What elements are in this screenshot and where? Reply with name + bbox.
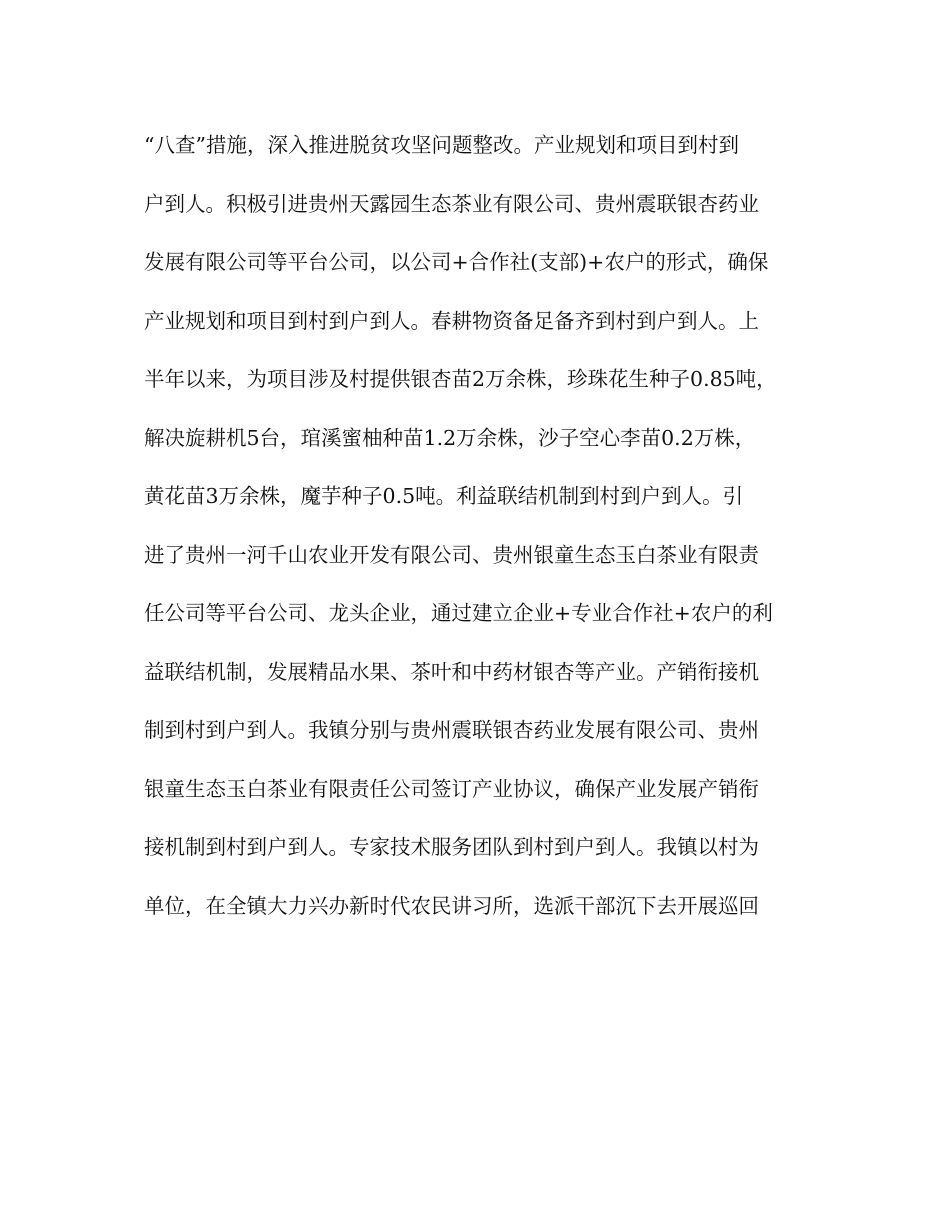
- text-line: 任公司等平台公司、龙头企业，通过建立企业+专业合作社+农户的利: [144, 601, 773, 625]
- text-line: 银童生态玉白茶业有限责任公司签订产业协议，确保产业发展产销衔: [144, 776, 759, 801]
- text-line: 产业规划和项目到村到户到人。春耕物资备足备齐到村到户到人。上: [144, 308, 759, 333]
- text-line: 户到人。积极引进贵州天露园生态茶业有限公司、贵州震联银杏药业: [144, 191, 759, 216]
- text-line: 半年以来，为项目涉及村提供银杏苗2万余株，珍珠花生种子0.85吨，: [144, 367, 777, 391]
- text-line: 益联结机制，发展精品水果、茶叶和中药材银杏等产业。产销衔接机: [144, 659, 759, 684]
- text-line: 制到村到户到人。我镇分别与贵州震联银杏药业发展有限公司、贵州: [144, 718, 759, 742]
- body-text: [144, 124, 824, 943]
- text-line: 黄花苗3万余株，魔芋种子0.5吨。利益联结机制到村到户到人。引: [144, 484, 744, 508]
- text-line: 解决旋耕机5台，琯溪蜜柚种苗1.2万余株，沙子空心李苗0.2万株，: [144, 425, 756, 450]
- text-line: 单位，在全镇大力兴办新时代农民讲习所，选派干部沉下去开展巡回: [144, 893, 759, 918]
- text-line: “八查”措施，深入推进脱贫攻坚问题整改。产业规划和项目到村到: [144, 133, 739, 157]
- text-line: 发展有限公司等平台公司，以公司+合作社(支部)+农户的形式，确保: [144, 250, 769, 274]
- text-line: 接机制到村到户到人。专家技术服务团队到村到户到人。我镇以村为: [144, 835, 759, 859]
- text-line: 进了贵州一河千山农业开发有限公司、贵州银童生态玉白茶业有限责: [144, 542, 759, 567]
